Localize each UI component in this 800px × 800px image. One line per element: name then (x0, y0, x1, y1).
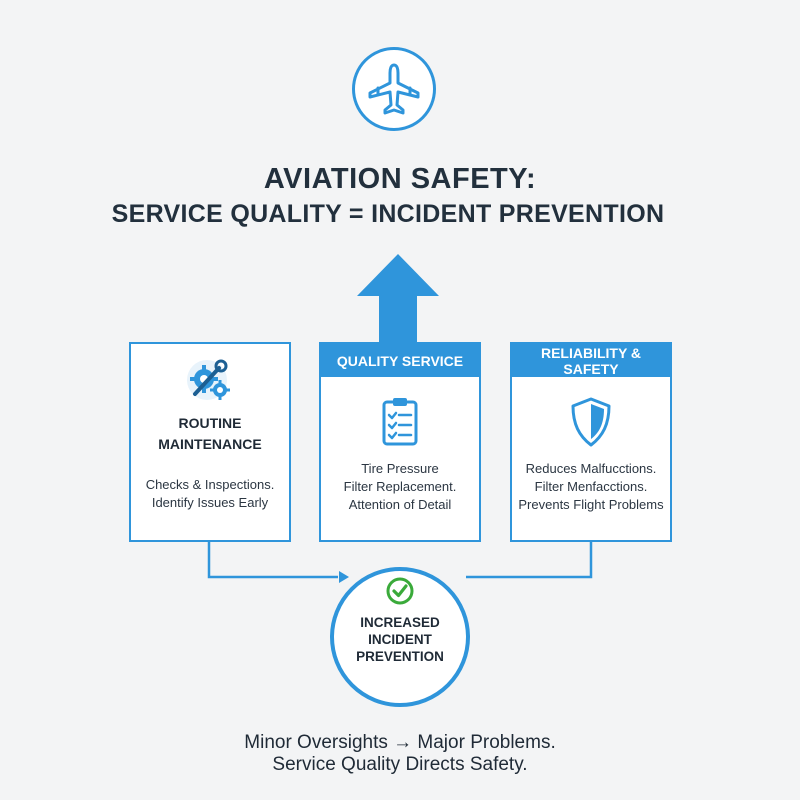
card-text (512, 460, 670, 514)
card-text-line: Identify Issues Early (151, 495, 269, 510)
card-text-line: Reduces Malfucctions. (525, 461, 657, 476)
up-arrow (357, 254, 439, 344)
shield-icon (569, 396, 613, 453)
connector-right (466, 542, 591, 577)
title-line-2: SERVICE QUALITY = INCIDENT PREVENTION (111, 200, 665, 228)
connector-left (209, 542, 338, 577)
card-text-line: Checks & Inspections. (145, 477, 275, 492)
card-title-line-1: ROUTINE (178, 415, 242, 431)
result-text-line: INCIDENT (368, 632, 432, 647)
card-text-line: Attention of Detail (348, 497, 452, 512)
footer-line-1: Minor Oversights → Major Problems. (244, 732, 556, 753)
wrench-gears-icon (185, 356, 235, 409)
card-text (131, 476, 289, 512)
result-text (334, 614, 466, 665)
result-text-line: INCREASED (360, 615, 440, 630)
card-header: QUALITY SERVICE (321, 344, 479, 377)
title-line-1: AVIATION SAFETY: (263, 163, 537, 195)
clipboard-checklist-icon (380, 396, 420, 451)
connector-left-arrowhead (339, 571, 349, 583)
card-routine-maintenance (129, 342, 291, 542)
card-text (321, 460, 479, 514)
card-text-line: Filter Menfacctions. (534, 479, 648, 494)
result-text-line: PREVENTION (356, 649, 444, 664)
card-text-line: Tire Pressure (361, 461, 439, 476)
card-quality-service (319, 342, 481, 542)
card-title-line-2: MAINTENANCE (158, 436, 262, 452)
card-text-line: Prevents Flight Problems (518, 497, 664, 512)
card-header: RELIABILITY & SAFETY (512, 344, 670, 377)
airplane-logo (352, 47, 436, 131)
airplane-icon (364, 59, 424, 119)
check-circle-icon (386, 577, 414, 605)
card-text-line: Filter Replacement. (343, 479, 457, 494)
footer-line-2: Service Quality Directs Safety. (272, 754, 528, 775)
card-reliability-safety (510, 342, 672, 542)
